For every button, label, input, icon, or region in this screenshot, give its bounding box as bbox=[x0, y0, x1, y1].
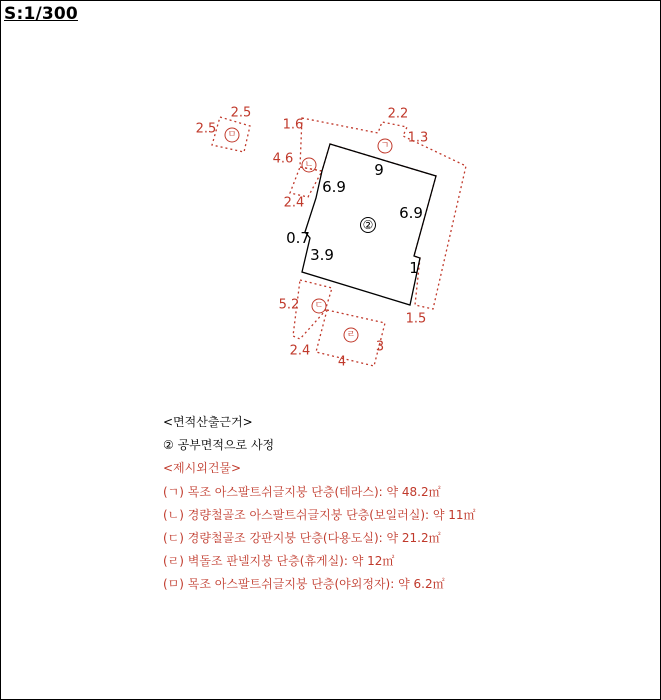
main-building-number: ② bbox=[362, 218, 374, 232]
annex-d-dim-width: 4 bbox=[337, 354, 347, 370]
annex-e-marker: ㅁ bbox=[227, 130, 237, 140]
annex-b-dim-width: 2.4 bbox=[283, 195, 305, 211]
main-dim-notch-left: 0.7 bbox=[286, 229, 310, 247]
main-dim-top: 9 bbox=[374, 161, 384, 179]
annex-d-marker: ㄹ bbox=[346, 330, 356, 340]
legend-item: (ㄹ) 벽돌조 판넬지붕 단층(휴게실): 약 12㎡ bbox=[163, 554, 395, 569]
legend-item: (ㄷ) 경량철골조 강판지붕 단층(다용도실): 약 21.2㎡ bbox=[163, 530, 441, 545]
annex-c-dim-width: 2.4 bbox=[289, 343, 311, 359]
annex-a-dim-top: 2.2 bbox=[387, 106, 409, 122]
annex-a-dim-left-top: 1.6 bbox=[282, 117, 304, 133]
legend bbox=[163, 414, 476, 600]
annex-c-dim-height: 5.2 bbox=[278, 297, 300, 313]
annex-b-dim-height: 4.6 bbox=[272, 151, 294, 167]
annex-d-dim-height: 3 bbox=[375, 339, 385, 355]
scale-label: S:1/300 bbox=[4, 4, 78, 24]
legend-heading: <면적산출근거> bbox=[163, 415, 253, 429]
annex-e-dim-left: 2.5 bbox=[195, 121, 217, 137]
annex-a-marker: ㄱ bbox=[380, 141, 390, 151]
annex-a-dim-right-top: 1.3 bbox=[407, 130, 429, 146]
legend-item: (ㄴ) 경량철골조 아스팔트쉬글지붕 단층(보일러실): 약 11㎡ bbox=[163, 507, 476, 522]
annex-a-dim-bottom-right: 1.5 bbox=[405, 311, 427, 327]
legend-annex-heading: <제시외건물> bbox=[163, 461, 242, 476]
legend-item: (ㅁ) 목조 아스팔트쉬글지붕 단층(야외정자): 약 6.2㎡ bbox=[163, 577, 445, 592]
main-dim-left-lower: 3.9 bbox=[310, 246, 334, 264]
main-dim-left-upper: 6.9 bbox=[322, 178, 346, 196]
legend-item: (ㄱ) 목조 아스팔트쉬글지붕 단층(테라스): 약 48.2㎡ bbox=[163, 484, 441, 499]
annex-e-dim-top: 2.5 bbox=[230, 105, 252, 121]
main-dim-right: 6.9 bbox=[399, 204, 423, 222]
annex-b-marker: ㄴ bbox=[304, 160, 314, 170]
main-dim-notch-right: 1 bbox=[409, 259, 419, 277]
annex-c-marker: ㄷ bbox=[314, 301, 324, 311]
legend-basis: ② 공부면적으로 사정 bbox=[163, 438, 275, 453]
